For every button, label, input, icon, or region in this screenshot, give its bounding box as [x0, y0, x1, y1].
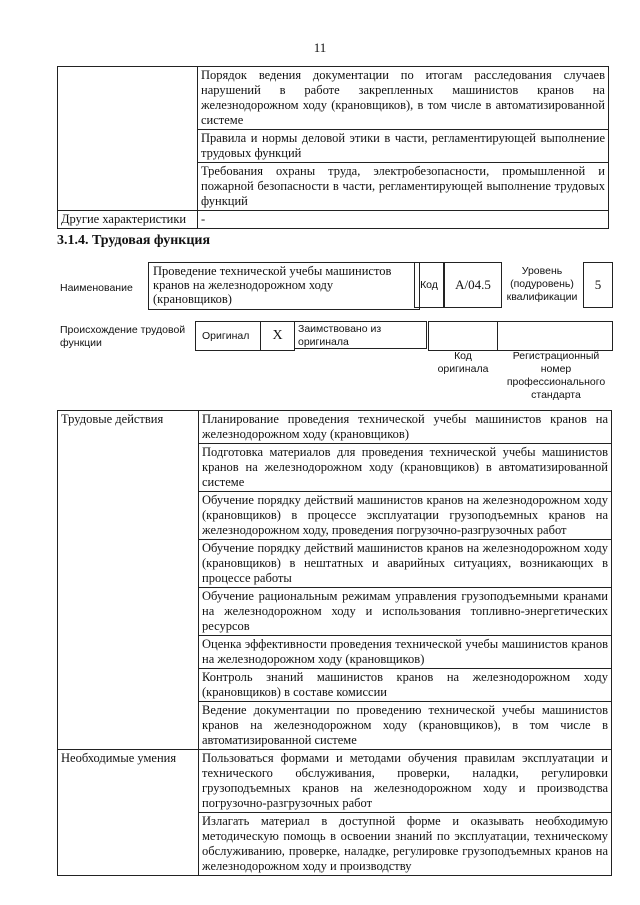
- name-label: Наименование: [60, 282, 133, 294]
- table-cell: Пользоваться формами и методами обучения правилам эксплуатации и технического обслуживания, проверки, наладки, регулировки грузоподъемных кранов на железнодорожном ходу и производства погрузочно-разгрузочных работ: [199, 750, 612, 813]
- code-label: Код: [414, 262, 444, 308]
- knowledge-table: [57, 66, 609, 229]
- row-label: Трудовые действия: [58, 411, 199, 750]
- row-label: Необходимые умения: [58, 750, 199, 876]
- table-cell: Подготовка материалов для проведения технической учебы машинистов кранов на железнодорожном ходу (крановщиков) в автоматизированной системе: [199, 444, 612, 492]
- table-cell: Планирование проведения технической учебы машинистов кранов на железнодорожном ходу (крановщиков): [199, 411, 612, 444]
- table-cell: Правила и нормы деловой этики в части, регламентирующей выполнение трудовых функций: [198, 130, 609, 163]
- section-title: 3.1.4. Трудовая функция: [57, 233, 211, 248]
- table-cell: Ведение документации по проведению технической учебы машинистов кранов на железнодорожном ходу (крановщиков), в том числе в автоматизированной системе: [199, 702, 612, 750]
- borrowed-label: Заимствовано из оригинала: [294, 321, 427, 349]
- table-cell: Требования охраны труда, электробезопасности, промышленной и пожарной безопасности в части, регламентирующей выполнение трудовых функций: [198, 163, 609, 211]
- table-cell: Обучение порядку действий машинистов кранов на железнодорожном ходу (крановщиков) в процессе эксплуатации грузоподъемных кранов на железнодорожном ходу, проведения погрузочно-разгрузочных работ: [199, 492, 612, 540]
- labor-functions-table: [57, 410, 612, 876]
- level-label: Уровень (подуровень) квалификации: [506, 265, 578, 303]
- original-mark: X: [260, 321, 295, 351]
- code-original-box: [428, 321, 498, 351]
- table-cell: Оценка эффективности проведения технической учебы машинистов кранов на железнодорожном ходу (крановщиков): [199, 636, 612, 669]
- table-row: [58, 411, 612, 444]
- page-number: 11: [313, 40, 327, 55]
- reg-number-caption: Регистрационный номер профессионального стандарта: [506, 350, 606, 401]
- table-cell: Обучение порядку действий машинистов кранов на железнодорожном ходу (крановщиков) в нештатных и аварийных ситуациях, возникающих в процессе работы: [199, 540, 612, 588]
- function-name: Проведение технической учебы машинистов кранов на железнодорожном ходу (крановщиков): [148, 262, 420, 310]
- level-value: 5: [583, 262, 613, 308]
- table-cell: -: [198, 211, 609, 229]
- row-label: [58, 67, 198, 211]
- table-cell: Контроль знаний машинистов кранов на железнодорожном ходу (крановщиков) в составе комиссии: [199, 669, 612, 702]
- table-cell: Обучение рациональным режимам управления грузоподъемными кранами на железнодорожном ходу и использования топливно-энергетических ресурсов: [199, 588, 612, 636]
- table-row: [58, 750, 612, 813]
- origin-label: Происхождение трудовой функции: [60, 324, 186, 349]
- table-row: [58, 211, 609, 229]
- table-cell: Излагать материал в доступной форме и оказывать необходимую методическую помощь в освоении знаний по эксплуатации, техническому обслуживанию, проверке, наладке, регулировке грузоподъемных кранов на железнодорожном ходу и производству: [199, 813, 612, 876]
- original-label: Оригинал: [195, 321, 261, 351]
- table-row: [58, 67, 609, 130]
- code-value: А/04.5: [444, 262, 502, 308]
- code-original-caption: Код оригинала: [437, 350, 489, 375]
- reg-number-box: [497, 321, 613, 351]
- row-label: Другие характеристики: [58, 211, 198, 229]
- table-cell: Порядок ведения документации по итогам расследования случаев нарушений в работе закрепленных машинистов кранов на железнодорожном ходу (крановщиков), в том числе в автоматизированной системе: [198, 67, 609, 130]
